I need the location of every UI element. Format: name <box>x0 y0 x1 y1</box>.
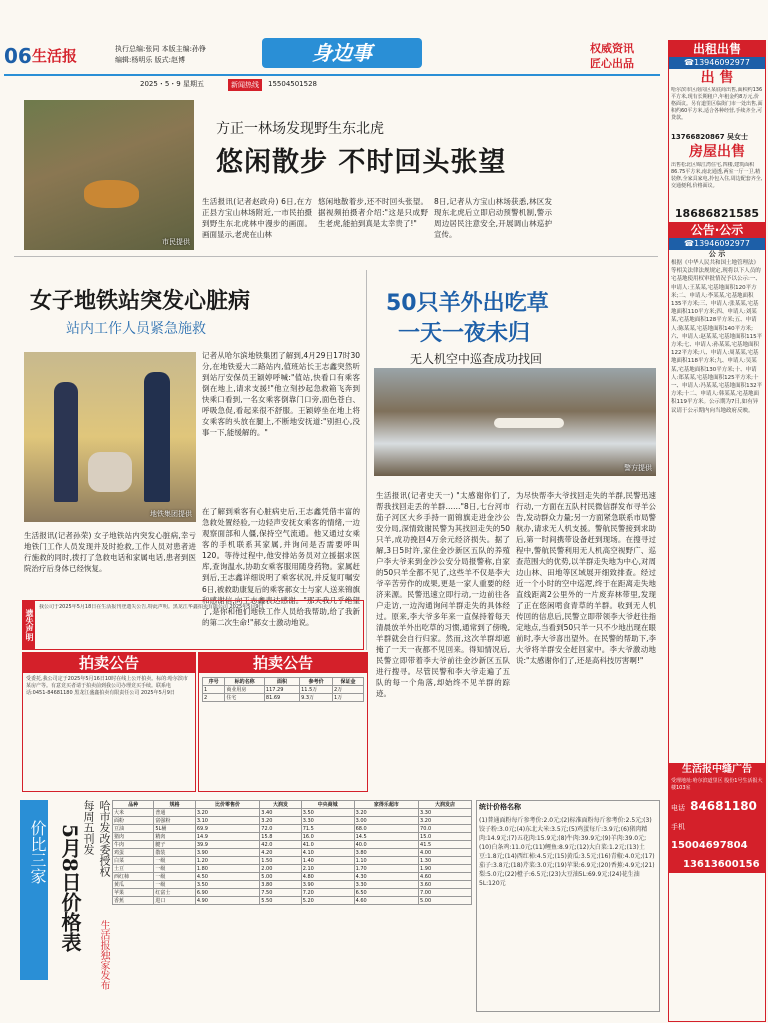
price-cell: 5.50 <box>260 897 301 905</box>
price-cell: 3.60 <box>419 881 472 889</box>
sheep-col-1: 生活报讯(记者史天一) "太感谢你们了,帮我找回走丢的羊群……"8日,七台河市茄子河区大乡手持一面锦旗走进金沙公安分局,深情致谢民警为其找回走失的50只羊,成功挽回4万余元经济损失。据了解,3日5时许,家住金沙新区五队的养殖户李大爷来到金沙公安分局报警称,自家的50只羊全都不见了,这些羊不仅是李大爷辛苦劳作的成果,更是一家人重要的经济来源。民警迅速立即行动,一边前往各户走访,一边沟通询问羊群走失的具体经过。原来,李大爷多年来一直保持着每天清晨放羊外出吃草的习惯,通常到了傍晚,羊群就会自行归家。然而,这次羊群却遮掩了一天一夜都不见回来。得知情况后,民警立即带着李大爷前往金沙新区五队进行搜寻。尽管民警和李大爷走遍了五队的每一个角落,却始终不见羊群的踪迹。 <box>376 491 510 698</box>
price-cell: 黄瓜 <box>113 881 154 889</box>
auction-cell: 81.69 <box>264 694 299 702</box>
price-table-row <box>113 889 472 897</box>
price-cell: 14.9 <box>195 833 259 841</box>
auction-box-2 <box>198 652 368 792</box>
auction-cell: 2 <box>203 694 225 702</box>
auction-table <box>202 677 364 702</box>
price-cell: 39.9 <box>195 841 259 849</box>
price-cell: 4.00 <box>419 849 472 857</box>
auction-th: 序号 <box>203 678 225 686</box>
price-cell: 3.10 <box>195 817 259 825</box>
price-stats-title: 统计价格名称 <box>479 803 521 811</box>
price-cell: 鸡蛋 <box>113 849 154 857</box>
price-cell: 3.20 <box>354 809 418 817</box>
auction-th: 保证金 <box>333 678 364 686</box>
metro-body-2: 在了解到乘客有心脏病史后,王志鑫凭借丰富的急救处置经验,一边轻声安抚女乘客的情绪,一边观察面部和人僵,保持空气流通。他又通过女乘客的手机联系其家属,并询问是否需要呼叫120。等待过程中,他安排站务员对立援据求医库,查询温水,协助女乘客服用随身药物。家属赶到后,王志鑫详细说明了乘客状况,并反复叮嘱安 <box>202 507 360 582</box>
tiger-photo-caption: 市民提供 <box>162 238 190 246</box>
notice-text: 我公司于2025年5月18日在生活报刊登遗失公告,特此声明。黑龙江华鑫拍卖有限公司 2025年5月9日 <box>39 604 264 610</box>
ad-header: 生活报中缝广告 <box>669 763 765 777</box>
price-cell: 1.30 <box>419 857 472 865</box>
price-cell: 一级 <box>154 865 195 873</box>
taxi-header: 出租出售 <box>669 41 765 57</box>
price-cell: 豆油 <box>113 825 154 833</box>
price-cell: 一级 <box>154 881 195 889</box>
auction-th: 参考价 <box>300 678 333 686</box>
price-cell: 5.00 <box>419 897 472 905</box>
notice-text: 根据《中华人民共和国土地管理法》等相关法律法规规定,现将以下人员的宅基地使用权审批情况予以公示:一、申请人:王某某,宅基地面积120平方米;二、申请人:李某某,宅基地面积135平方米;三、申请人:张某某,宅基地面积110平方米;四、申请人:刘某某,宅基地面积128平方米;五、申请人:陈某某,宅基地面积140平方米;六、申请人:赵某某,宅基地面积115平方米;七、申请人:孙某某,宅基地面积122平方米;八、申请人:周某某,宅基地面积118平方米;九、申请人:吴某某,宅基地面积130平方米;十、申请人:郑某某,宅基地面积125平方米;十一、申请人:冯某某,宅基地面积132平方米;十二、申请人:韩某某,宅基地面积119平方米。公示期为7日,如有异议请于公示期内向当地政府反映。 <box>671 260 763 414</box>
price-th: 品种 <box>113 801 154 809</box>
auction-cell: 117.29 <box>264 686 299 694</box>
sheep-photo <box>374 368 656 476</box>
price-cell: 香蕉 <box>113 897 154 905</box>
ad-tel-label: 电话 <box>671 804 685 812</box>
slogan-line-1: 权威资讯 <box>590 42 634 55</box>
price-cell: 5.00 <box>260 873 301 881</box>
sidebar <box>668 40 766 1022</box>
price-cell: 1.50 <box>260 857 301 865</box>
price-cell: 40.0 <box>354 841 418 849</box>
section-title: 身边事 <box>312 41 372 65</box>
sale-phone: 13766820867 吴女士 <box>671 133 749 141</box>
price-vertical-label: 价比三家 <box>28 820 47 884</box>
price-cell: 苹果 <box>113 889 154 897</box>
price-cell: 41.5 <box>419 841 472 849</box>
price-cell: 1.80 <box>195 865 259 873</box>
auction-cell: 1 <box>203 686 225 694</box>
notice-sub: 公 示 <box>708 250 726 258</box>
price-cell: 70.0 <box>419 825 472 833</box>
taxi-phone-bar: ☎13946092977 <box>669 57 765 69</box>
price-cell: 富强粉 <box>154 817 195 825</box>
price-cell: 14.5 <box>354 833 418 841</box>
tiger-col-3: 8日,记者从方宝山林场获悉,林区发现东北虎后立即启动预警机制,警示周边居民注意安全,开展调山林巡护宣传。 <box>434 197 552 239</box>
price-cell: 4.50 <box>195 873 259 881</box>
hotline-number: 15504501528 <box>268 80 317 88</box>
price-cell: 进口 <box>154 897 195 905</box>
metro-subhead: 站内工作人员紧急施救 <box>66 321 206 337</box>
col-divider-1 <box>366 270 367 650</box>
masthead <box>0 0 660 89</box>
auction-th: 面积 <box>264 678 299 686</box>
page-number: 06 <box>4 44 32 68</box>
tiger-photo <box>24 100 194 250</box>
sheep-subhead: 无人机空中巡查成功找回 <box>410 352 543 366</box>
sheep-photo-caption: 警方提供 <box>624 464 652 472</box>
editors-line-2: 编辑:杨明乐 版式:赵博 <box>115 56 185 64</box>
price-cell: 3.40 <box>260 809 301 817</box>
price-cell: 5L桶 <box>154 825 195 833</box>
price-cell: 7.20 <box>301 889 354 897</box>
price-table-row <box>113 841 472 849</box>
price-cell: 2.00 <box>260 865 301 873</box>
price-cell: 4.60 <box>419 873 472 881</box>
price-cell: 5.20 <box>301 897 354 905</box>
auction-cell: 1万 <box>333 694 364 702</box>
price-cell: 7.50 <box>260 889 301 897</box>
price-cell: 41.0 <box>301 841 354 849</box>
price-th: 规格 <box>154 801 195 809</box>
price-cell: 3.80 <box>260 881 301 889</box>
price-cell: 西红柿 <box>113 873 154 881</box>
price-th: 家得乐超市 <box>354 801 418 809</box>
price-cell: 3.50 <box>301 809 354 817</box>
sheep-headline-1: 50只羊外出吃草 <box>386 291 549 316</box>
price-table-row <box>113 849 472 857</box>
auction-cell: 9.3万 <box>300 694 333 702</box>
price-cell: 腱子 <box>154 841 195 849</box>
price-cell: 大米 <box>113 809 154 817</box>
price-cell: 68.0 <box>354 825 418 833</box>
editors-line-1: 执行总编:张同 本版主编:孙铮 <box>115 45 206 53</box>
price-cell: 4.30 <box>354 873 418 881</box>
issue-date: 2025・5・9 星期五 <box>140 80 204 88</box>
price-th: 比价零售价 <box>195 801 259 809</box>
price-cell: 3.30 <box>354 881 418 889</box>
price-table-row <box>113 873 472 881</box>
price-stats-text: (1)普通面粉每斤参考价:2.0元;(2)标准面粉每斤参考价:2.5元;(3)饺子粉:3.0元;(4)东北大米:3.5元;(5)鸡蛋每斤:3.9元;(6)猪肉精肉:14.9元;(7)五花肉:15.9元;(8)牛肉:39.9元;(9)羊肉:39.0元;(10)白条鸡:11.0元;(11)鲤鱼:8.9元;(12)大白菜:1.2元;(13)土豆:1.8元;(14)西红柿:4.5元;(15)黄瓜:3.5元;(16)青椒:4.0元;(17)茄子:3.8元;(18)芹菜:3.0元;(19)苹果:6.9元;(20)香蕉:4.9元;(21)梨:5.0元;(22)橙子:6.5元;(23)大豆油5L:69.9元;(24)花生油5L:120元 <box>479 817 655 887</box>
price-table-row <box>113 857 472 865</box>
price-cell: 2.10 <box>301 865 354 873</box>
metro-lead: 生活报讯(记者孙荣) 女子地铁站内突发心脏病,幸亏地铁门工作人员发现并及时抢救,工作人员对患者进行施救的同时,拨打了急救电话和家属电话,患者到医院治疗后身体已经恢复。 <box>24 531 196 573</box>
metro-staff-figure-2 <box>144 372 170 502</box>
metro-staff-figure-1 <box>54 382 78 502</box>
metro-body-3: 6日,被救助康复后的乘客郝女士与家人送来锦旗和感谢信,向王志鑫表达感谢。"那天我几乎绝望了,是你和他们地铁工作人员给我帮助,给了我新的第二次生命!"郝女士激动地说。 <box>202 585 360 627</box>
ad-mobile-1: 15004697804 <box>671 840 748 851</box>
price-cell: 3.20 <box>195 809 259 817</box>
price-cell: 3.30 <box>419 809 472 817</box>
price-th: 大润发 <box>260 801 301 809</box>
price-cell: 1.90 <box>419 865 472 873</box>
price-cell: 16.0 <box>301 833 354 841</box>
price-cell: 普通 <box>154 809 195 817</box>
price-cell: 7.00 <box>419 889 472 897</box>
price-cell: 1.40 <box>301 857 354 865</box>
slogan-line-2: 匠心出品 <box>590 57 634 70</box>
ad-mobile-2: 13613600156 <box>683 859 760 870</box>
price-th: 大润发店 <box>419 801 472 809</box>
price-cell: 15.0 <box>419 833 472 841</box>
auction-table-header <box>203 678 364 686</box>
price-cell: 一级 <box>154 857 195 865</box>
price-table <box>112 800 472 905</box>
price-cell: 猪肉 <box>113 833 154 841</box>
metro-body-1: 记者从哈尔滨地铁集团了解到,4月29日17时30分,在地铁爱大二路站内,值班站长王志鑫突然听到站厅安保员王颖婷呼喊:"值站,快看口有乘客倒在地上,请求支援!"他立刻抄起急救箱飞奔到快乘口看到,一名女乘客倒靠门口旁,面色苍白、呼吸急促,看起来很不舒服。王颖婷坐在地上将女乘客的头放在腿上,不断地安抚道:"别担心,没事一下,能缓解的。" <box>202 351 360 437</box>
price-cell: 4.20 <box>260 849 301 857</box>
price-table-row <box>113 865 472 873</box>
auction-title-2: 拍卖公告 <box>199 653 367 673</box>
tiger-kicker: 方正一林场发现野生东北虎 <box>216 121 384 137</box>
price-cell: 3.50 <box>195 881 259 889</box>
price-cell: 15.8 <box>260 833 301 841</box>
price-cell: 71.5 <box>301 825 354 833</box>
paper-name: 生活报 <box>32 47 78 65</box>
ad-mobile-label: 手机 <box>671 823 685 831</box>
masthead-rule <box>4 74 660 76</box>
price-cell: 4.90 <box>195 897 259 905</box>
auction-cell: 2万 <box>333 686 364 694</box>
price-cell: 一级 <box>154 873 195 881</box>
price-cell: 4.80 <box>301 873 354 881</box>
sheep-headline-2: 一天一夜未归 <box>398 321 531 346</box>
price-cell: 面粉 <box>113 817 154 825</box>
price-cell: 4.10 <box>301 849 354 857</box>
price-cell: 42.0 <box>260 841 301 849</box>
price-table-header <box>113 801 472 809</box>
metro-photo-caption: 地铁集团提供 <box>150 510 192 518</box>
price-table-row <box>113 817 472 825</box>
price-cell: 白菜 <box>113 857 154 865</box>
notice-header: 公告·公示 <box>669 222 765 238</box>
price-cell: 3.20 <box>419 817 472 825</box>
price-cell: 1.10 <box>354 857 418 865</box>
price-cell: 散装 <box>154 849 195 857</box>
price-cell: 4.60 <box>354 897 418 905</box>
price-cell: 69.9 <box>195 825 259 833</box>
price-line-2: 每周五刊发 <box>82 800 95 855</box>
price-table-row <box>113 833 472 841</box>
auction-table-row <box>203 694 364 702</box>
auction-table-row <box>203 686 364 694</box>
price-cell: 72.0 <box>260 825 301 833</box>
price-table-row <box>113 897 472 905</box>
house-phone: 18686821585 <box>674 207 760 220</box>
house-header: 房屋出售 <box>689 144 745 160</box>
price-table-row <box>113 825 472 833</box>
price-cell: 红富士 <box>154 889 195 897</box>
price-cell: 3.80 <box>354 849 418 857</box>
price-cell: 6.90 <box>195 889 259 897</box>
sale-text: 哈尔滨市区南岗区某底商出售,面积约136平方米,现有长期租户,年租金约8万元,价格面议。另有道里区临街门市一处出售,面积约60平方米,适合各种经营,手续齐全,可贷款。 <box>671 87 763 121</box>
price-th: 中央商城 <box>301 801 354 809</box>
house-text: 出售松北区锦江湾住宅,四楼,建筑面积86.75平方米,南北通透,两室一厅一卫,精装修,全家具家电,拎包入住,周边配套齐全,交通便利,价格面议。 <box>671 162 763 189</box>
sheep-col-2: 为尽快帮李大爷找回走失的羊群,民警迅速行动,一方面在五队村民微信群发布寻羊公告,发动群众力量;另一方面紧急联系市局警航办,请求无人机支援。警航民警接到求助后,第一时间携带设备赶到现场。在搜寻过程中,警航民警利用无人机高空视野广、巡查范围大的优势,以羊群走失地为中心,对周边山林、田地等区域展开细致排查。经过近一个小时的空中巡逻,终于在距离走失地直线距离2公里外的一片废弃林带里,发现了正在悠闲啃食青草的羊群。收到无人机传回的信息后,民警立即带领李大爷赶往指定地点,当看到50只羊一只不少地出现在眼前时,李大爷喜出望外。在民警的帮助下,李大爷将羊群安全赶回家中。李大爷激动地说:"太感谢你们了,还是高科技厉害啊!" <box>516 491 656 665</box>
ad-contact-box <box>669 793 765 873</box>
price-cell: 3.90 <box>195 849 259 857</box>
price-cell: 3.90 <box>301 881 354 889</box>
price-cell: 3.20 <box>260 817 301 825</box>
auction-title-1: 拍卖公告 <box>23 653 195 673</box>
price-stats-box <box>476 800 660 1012</box>
price-table-row <box>113 881 472 889</box>
ad-tel: 84681180 <box>690 799 757 813</box>
price-cell: 牛肉 <box>113 841 154 849</box>
tiger-col-2: 悠闲地散着步,还不时回头张望。据视频拍摄者介绍:"这是只成野生老虎,能拍到真是太幸贵了!" <box>318 197 428 228</box>
auction-cell: 住宅 <box>225 694 265 702</box>
auction-th: 标的名称 <box>225 678 265 686</box>
auction-cell: 11.5万 <box>300 686 333 694</box>
metro-photo <box>24 352 196 522</box>
price-table-row <box>113 809 472 817</box>
sale-header: 出 售 <box>700 70 734 86</box>
price-cell: 3.30 <box>301 817 354 825</box>
price-cell: 精肉 <box>154 833 195 841</box>
price-cell: 土豆 <box>113 865 154 873</box>
auction-text-1: 受委托,我公司定于2025年5月16日10时在线上公开拍卖。标的:哈尔滨市某房产等。有意竞买者请于拍卖前到我公司办理竞买手续。联系电话:0451-84681180 黑龙江盛鑫拍卖有限责任公司 2025年5月9日 <box>26 676 188 696</box>
hotline-label: 新闻热线 <box>228 79 262 91</box>
price-cell: 3.00 <box>354 817 418 825</box>
auction-box-1 <box>22 652 196 792</box>
price-cell: 1.70 <box>354 865 418 873</box>
tiger-headline: 悠闲散步 不时回头张望 <box>216 147 507 178</box>
sheep-flock <box>494 418 564 428</box>
tiger-col-1: 生活报讯(记者赵政舟) 6日,在方正县方宝山林场附近,一市民拍摄到野生东北虎林中漫步的画面。画面显示,老虎在山林 <box>202 197 312 239</box>
auction-cell: 商业用房 <box>225 686 265 694</box>
notice-vertical-label: 遗失声明 <box>23 601 35 649</box>
price-cell: 6.50 <box>354 889 418 897</box>
ad-address: 受理地址:哈尔滨道里区 股份1号生活报大楼103室 <box>669 777 765 793</box>
tiger-divider <box>14 256 658 257</box>
price-line-3: 生活报独家发布 <box>98 920 109 990</box>
tiger-shape <box>84 180 139 208</box>
price-table-body <box>113 809 472 905</box>
metro-headline: 女子地铁站突发心脏病 <box>30 289 251 314</box>
price-big-title: 5月8日价格表 <box>58 824 82 952</box>
price-line-1: 哈市发改委授权 <box>98 800 111 877</box>
metro-patient-figure <box>88 452 132 492</box>
price-cell: 1.20 <box>195 857 259 865</box>
notice-box <box>22 600 364 650</box>
notice-phone-bar: ☎13946092977 <box>669 238 765 250</box>
